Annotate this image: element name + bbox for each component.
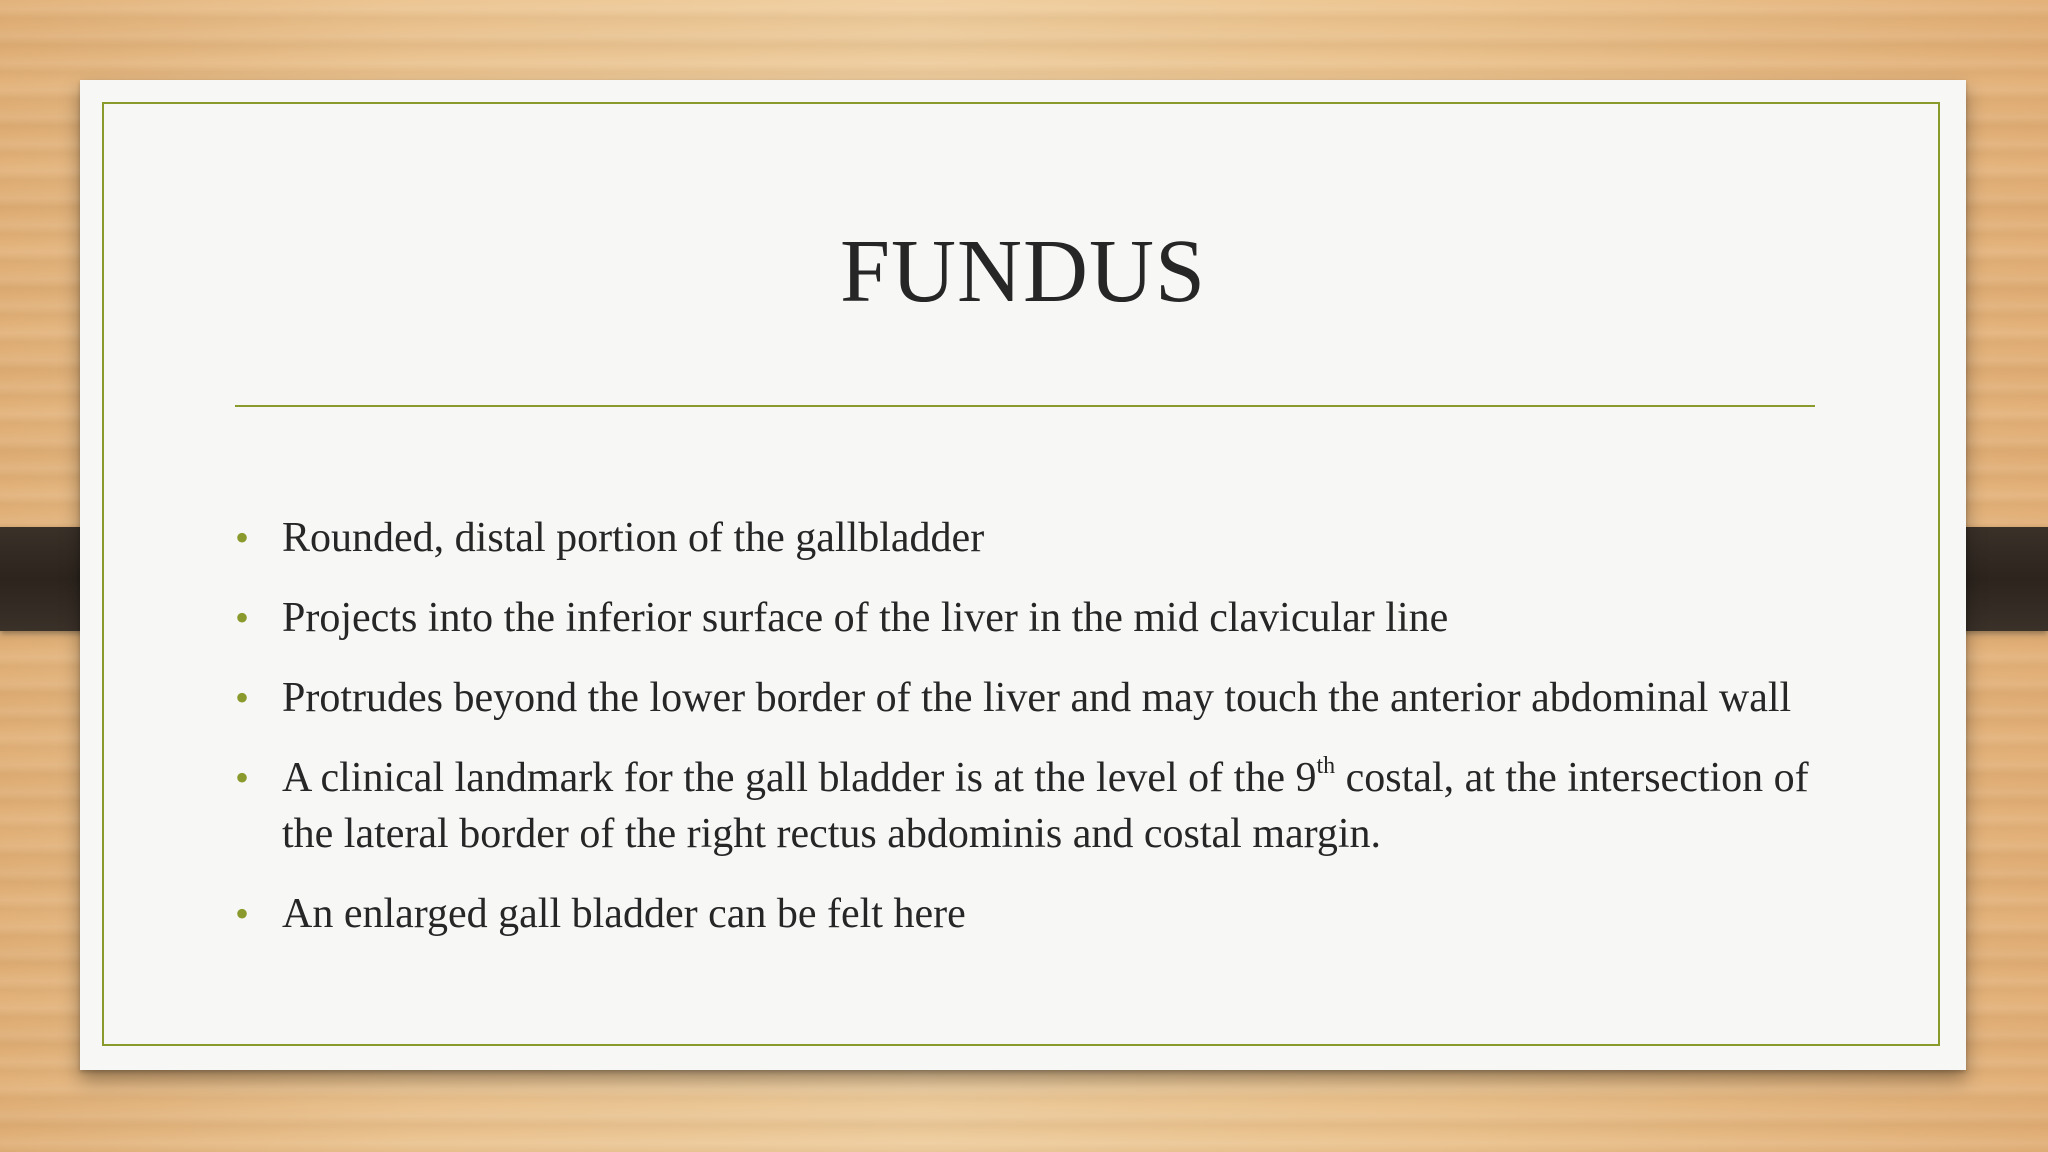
bullet-item-3 — [235, 670, 1835, 726]
bullet-icon: • — [235, 755, 250, 800]
bullet-icon: • — [235, 595, 250, 640]
slide-title: FUNDUS — [839, 222, 1207, 321]
bullet-text: An enlarged gall bladder can be felt here — [282, 891, 966, 937]
bullet-list — [235, 510, 1835, 966]
title-divider — [235, 405, 1815, 407]
bullet-icon: • — [235, 891, 250, 936]
bullet-item-5 — [235, 886, 1835, 942]
bullet-text-after: costal, at the intersection of the lateral border of the right rectus abdominis and costal margin. — [282, 755, 1809, 857]
bullet-icon: • — [235, 675, 250, 720]
bullet-text: Projects into the inferior surface of the liver in the mid clavicular line — [282, 595, 1449, 641]
bullet-item-4 — [235, 750, 1835, 862]
bullet-text: Rounded, distal portion of the gallbladder — [282, 515, 985, 561]
bullet-text: Protrudes beyond the lower border of the liver and may touch the anterior abdominal wall — [282, 675, 1792, 721]
bullet-icon: • — [235, 515, 250, 560]
ordinal-superscript: th — [1316, 753, 1336, 779]
bullet-text-before: A clinical landmark for the gall bladder is at the level of the 9 — [282, 755, 1317, 801]
slide — [80, 80, 1966, 1070]
bullet-item-2 — [235, 590, 1835, 646]
bullet-item-1 — [235, 510, 1835, 566]
